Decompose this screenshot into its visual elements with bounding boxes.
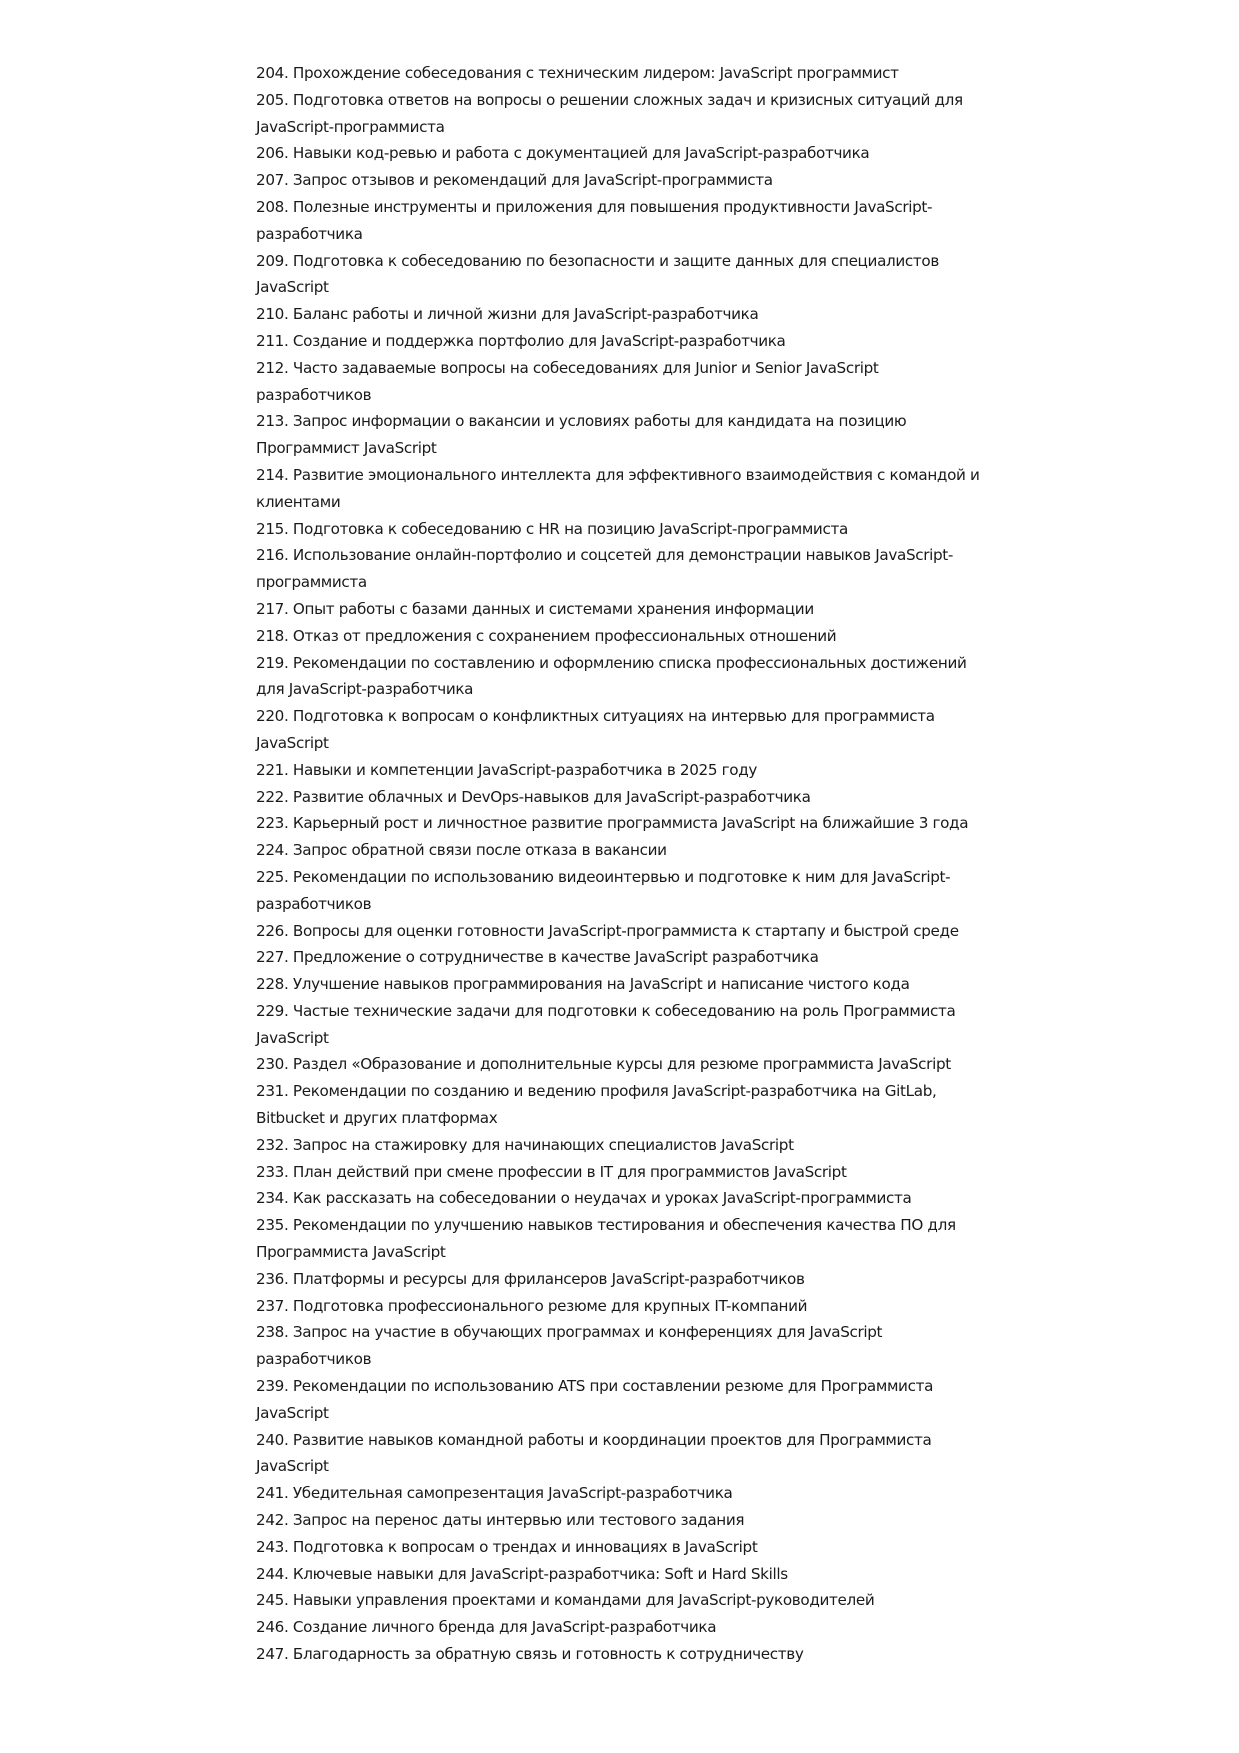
list-item: 243. Подготовка к вопросам о трендах и инновациях в JavaScript <box>256 1537 758 1556</box>
list-item: 217. Опыт работы с базами данных и системами хранения информации <box>256 599 814 618</box>
list-item: 226. Вопросы для оценки готовности JavaScript-программиста к стартапу и быстрой среде <box>256 921 959 940</box>
list-item: 208. Полезные инструменты и приложения для повышения продуктивности JavaScript-разработчика <box>256 197 933 243</box>
document-page <box>256 60 996 1668</box>
list-item: 235. Рекомендации по улучшению навыков тестирования и обеспечения качества ПО для Программиста JavaScript <box>256 1216 956 1262</box>
list-item: 218. Отказ от предложения с сохранением профессиональных отношений <box>256 626 837 645</box>
list-item: 210. Баланс работы и личной жизни для JavaScript-разработчика <box>256 305 759 324</box>
list-item: 214. Развитие эмоционального интеллекта для эффективного взаимодействия с командой и клиентами <box>256 465 980 511</box>
list-item: 216. Использование онлайн-портфолио и соцсетей для демонстрации навыков JavaScript-программиста <box>256 546 954 592</box>
list-item: 228. Улучшение навыков программирования на JavaScript и написание чистого кода <box>256 975 910 994</box>
list-item: 246. Создание личного бренда для JavaScript-разработчика <box>256 1618 717 1637</box>
list-item: 213. Запрос информации о вакансии и условиях работы для кандидата на позицию Программист JavaScript <box>256 412 907 458</box>
list-item: 211. Создание и поддержка портфолио для JavaScript-разработчика <box>256 331 786 350</box>
list-item: 233. План действий при смене профессии в IT для программистов JavaScript <box>256 1162 847 1181</box>
list-item: 207. Запрос отзывов и рекомендаций для JavaScript-программиста <box>256 171 773 190</box>
list-item: 227. Предложение о сотрудничестве в качестве JavaScript разработчика <box>256 948 819 967</box>
list-item: 238. Запрос на участие в обучающих программах и конференциях для JavaScript разработчиков <box>256 1323 883 1369</box>
list-item: 230. Раздел «Образование и дополнительные курсы для резюме программиста JavaScript <box>256 1055 951 1074</box>
list-item: 240. Развитие навыков командной работы и координации проектов для Программиста JavaScript <box>256 1430 932 1476</box>
list-item: 234. Как рассказать на собеседовании о неудачах и уроках JavaScript-программиста <box>256 1189 912 1208</box>
list-item: 232. Запрос на стажировку для начинающих специалистов JavaScript <box>256 1135 794 1154</box>
list-item: 231. Рекомендации по созданию и ведению профиля JavaScript-разработчика на GitLab, Bitbucket и других платформах <box>256 1082 937 1128</box>
list-item: 237. Подготовка профессионального резюме для крупных IT-компаний <box>256 1296 808 1315</box>
list-item: 247. Благодарность за обратную связь и готовность к сотрудничеству <box>256 1645 804 1664</box>
list-item: 205. Подготовка ответов на вопросы о решении сложных задач и кризисных ситуаций для JavaScript-программиста <box>256 90 963 136</box>
list-item: 244. Ключевые навыки для JavaScript-разработчика: Soft и Hard Skills <box>256 1564 788 1583</box>
list-item: 241. Убедительная самопрезентация JavaScript-разработчика <box>256 1484 733 1503</box>
list-item: 229. Частые технические задачи для подготовки к собеседованию на роль Программиста JavaScript <box>256 1001 956 1047</box>
list-item: 222. Развитие облачных и DevOps-навыков для JavaScript-разработчика <box>256 787 811 806</box>
list-item: 219. Рекомендации по составлению и оформлению списка профессиональных достижений для JavaScript-разработчика <box>256 653 967 699</box>
list-item: 225. Рекомендации по использованию видеоинтервью и подготовке к ним для JavaScript-разработчиков <box>256 867 951 913</box>
list-item: 221. Навыки и компетенции JavaScript-разработчика в 2025 году <box>256 760 758 779</box>
list-item: 215. Подготовка к собеседованию с HR на позицию JavaScript-программиста <box>256 519 848 538</box>
list-item: 245. Навыки управления проектами и командами для JavaScript-руководителей <box>256 1591 875 1610</box>
topic-list <box>256 60 996 1668</box>
list-item: 220. Подготовка к вопросам о конфликтных ситуациях на интервью для программиста JavaScript <box>256 707 935 752</box>
list-item: 224. Запрос обратной связи после отказа в вакансии <box>256 841 667 860</box>
list-item: 209. Подготовка к собеседованию по безопасности и защите данных для специалистов JavaScript <box>256 251 939 297</box>
list-item: 206. Навыки код-ревью и работа с документацией для JavaScript-разработчика <box>256 144 870 163</box>
list-item: 204. Прохождение собеседования с техническим лидером: JavaScript программист <box>256 64 899 82</box>
list-item: 236. Платформы и ресурсы для фрилансеров JavaScript-разработчиков <box>256 1269 805 1288</box>
list-item: 223. Карьерный рост и личностное развитие программиста JavaScript на ближайшие 3 года <box>256 814 969 833</box>
list-item: 242. Запрос на перенос даты интервью или тестового задания <box>256 1511 745 1530</box>
list-item: 239. Рекомендации по использованию ATS при составлении резюме для Программиста JavaScript <box>256 1377 934 1422</box>
list-item: 212. Часто задаваемые вопросы на собеседованиях для Junior и Senior JavaScript разработчиков <box>256 358 879 404</box>
